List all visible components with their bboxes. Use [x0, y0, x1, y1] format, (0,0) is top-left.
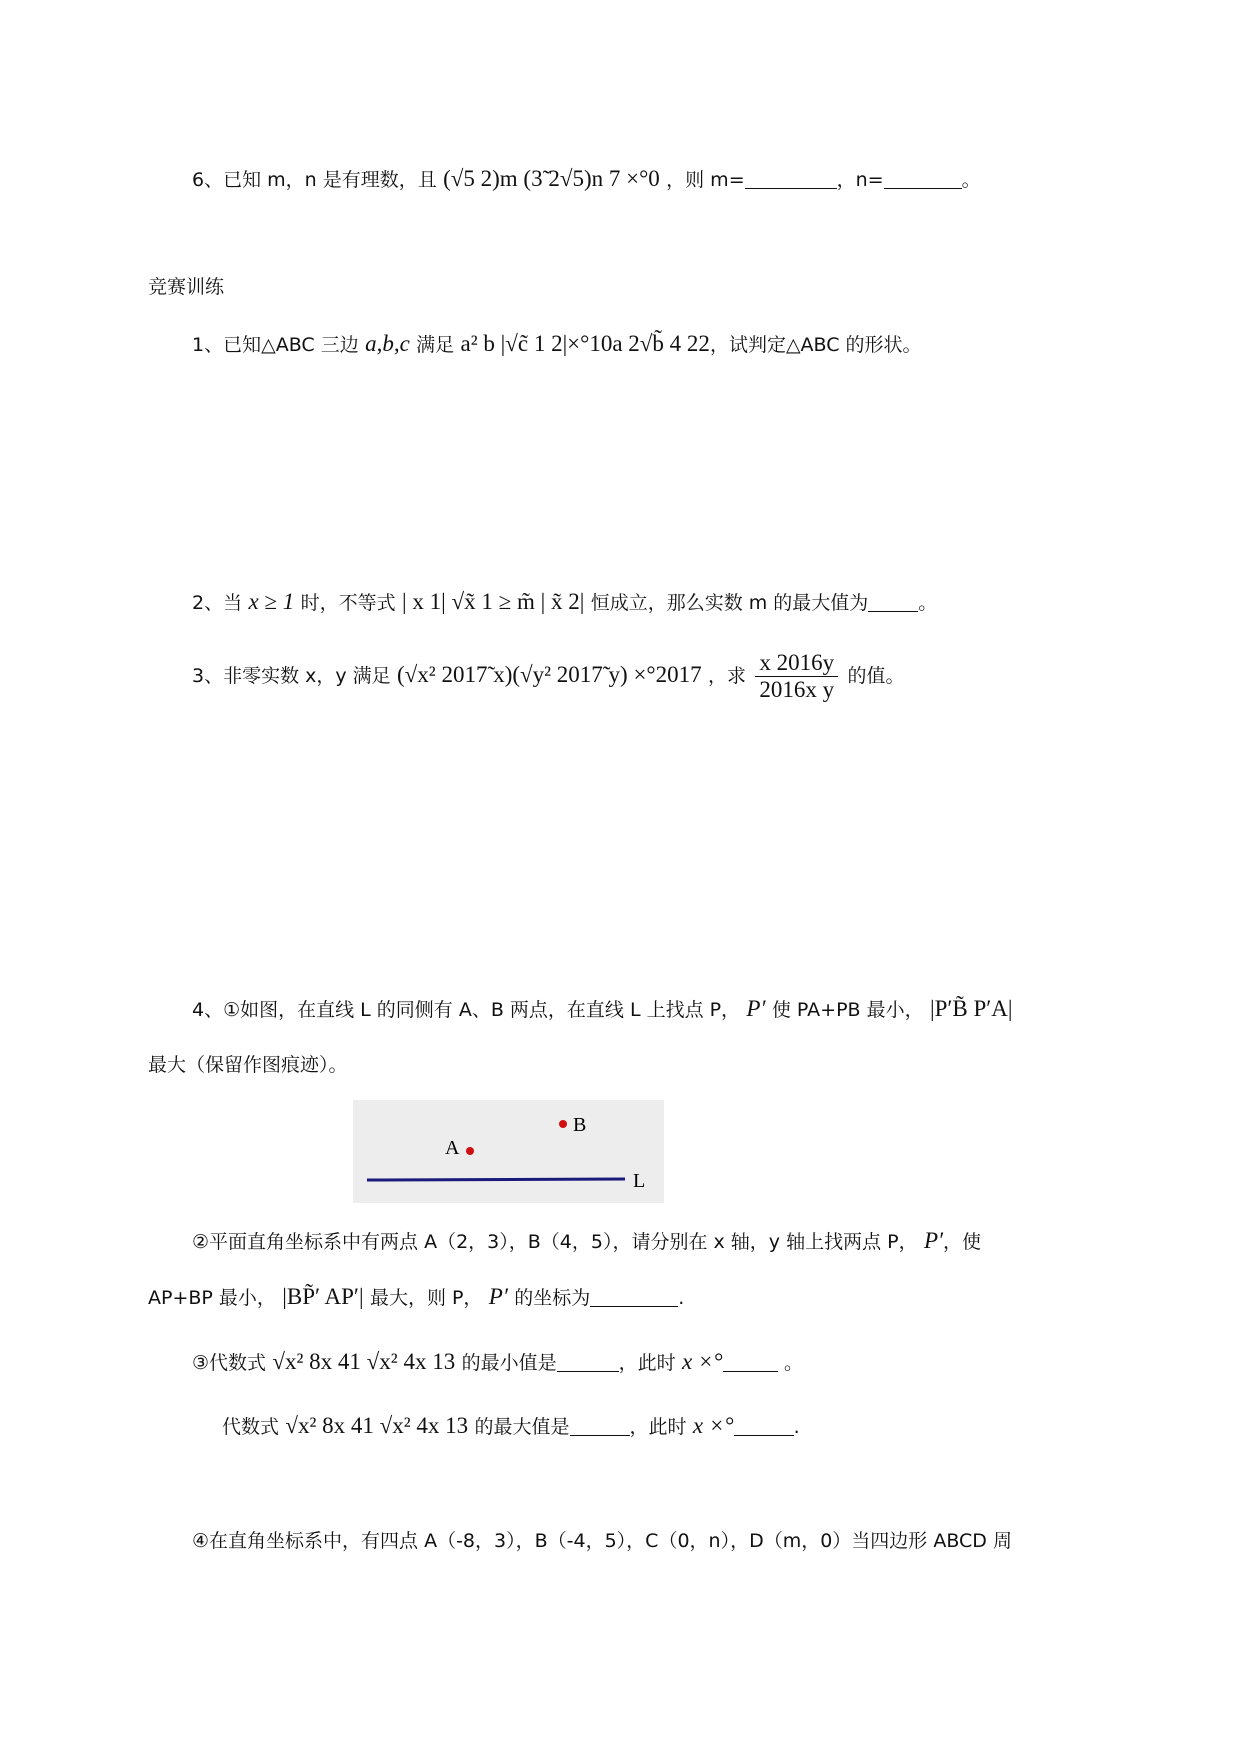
p3b-sep: ，此时	[629, 1416, 687, 1438]
part-2-line1	[192, 1227, 981, 1254]
c1-prefix: 1、已知△ABC 三边	[192, 334, 359, 356]
p3b-prefix: 代数式	[222, 1416, 280, 1438]
c1-suffix: ，试判定△ABC 的形状。	[709, 334, 922, 356]
p3-sep: ，此时	[618, 1352, 676, 1374]
c1-expression: a² b |√c̃ 1 2|×°10a 2√b̃ 4 22	[460, 331, 710, 356]
geometry-figure-svg	[353, 1100, 664, 1203]
problem-6-expression: (√5 2)m (3̃ 2√5)n 7 ×°0	[443, 166, 660, 191]
point-b	[559, 1120, 567, 1128]
c3-suffix: 的值。	[847, 665, 905, 687]
answer-blank-coordinates	[590, 1286, 678, 1307]
competition-problem-2	[192, 588, 937, 615]
label-l: L	[633, 1170, 646, 1192]
part-4-line1: ④在直角坐标系中，有四点 A（-8，3），B（-4，5），C（0，n），D（m，0）当四边形 ABCD 周	[192, 1530, 1012, 1552]
p3-mid: 的最小值是	[461, 1352, 557, 1374]
p3-end: 。	[784, 1352, 804, 1374]
problem-6-prefix: 6、已知 m，n 是有理数，且	[192, 169, 437, 191]
answer-blank-n	[884, 168, 962, 189]
c2-suffix: 恒成立，那么实数 m 的最大值为	[590, 592, 869, 614]
part-3-line1	[192, 1348, 803, 1375]
c4-line1-prefix: 4、①如图，在直线 L 的同侧有 A、B 两点，在直线 L 上找点 P，	[192, 999, 741, 1021]
c3-expression: (√x² 2017̃ x)(√y² 2017̃ y) ×°2017	[397, 662, 702, 687]
c3-mid: ，求	[707, 665, 746, 687]
c1-vars: a,b,c	[365, 331, 410, 356]
part-3-line2	[222, 1412, 800, 1439]
p2-line2-end: .	[678, 1287, 685, 1309]
p3b-expression: √x² 8x 41 √x² 4x 13	[285, 1413, 469, 1438]
competition-problem-3	[192, 650, 904, 703]
c3-fraction-numerator: x 2016y	[755, 650, 838, 677]
c3-prefix: 3、非零实数 x，y 满足	[192, 665, 391, 687]
point-a	[466, 1147, 474, 1155]
c4-line1-expression: |P′B̃ P′A|	[929, 996, 1013, 1021]
c2-condition: x ≥ 1	[248, 589, 295, 614]
p2-line2-pprime: P′	[488, 1284, 508, 1309]
geometry-figure	[353, 1100, 664, 1203]
p3b-x-equals: x ×°	[692, 1413, 734, 1438]
c4-line1-mid: 使 PA+PB 最小，	[771, 999, 924, 1021]
p3-prefix: ③代数式	[192, 1352, 267, 1374]
p2-line1-pprime: P′	[923, 1228, 944, 1253]
competition-problem-4-line2: 最大（保留作图痕迹）。	[148, 1054, 348, 1076]
competition-problem-1	[192, 330, 922, 357]
line-l	[367, 1179, 625, 1180]
c1-mid: 满足	[416, 334, 455, 356]
problem-6	[192, 165, 981, 192]
answer-blank-min-value	[557, 1351, 619, 1372]
c2-mid: 时，不等式	[300, 592, 396, 614]
p3-x-equals: x ×°	[681, 1349, 723, 1374]
label-a: A	[445, 1137, 460, 1159]
section-title: 竞赛训练	[148, 276, 225, 298]
problem-6-m-label: ，则 m=	[666, 169, 745, 191]
p2-line2-suffix: 的坐标为	[514, 1287, 591, 1309]
answer-blank-max-value	[570, 1415, 630, 1436]
answer-blank-m	[745, 168, 837, 189]
c2-end: 。	[918, 592, 938, 614]
competition-problem-4-line1	[192, 995, 1013, 1022]
p3-expression: √x² 8x 41 √x² 4x 13	[272, 1349, 456, 1374]
p2-line2-mid: 最大，则 P，	[369, 1287, 483, 1309]
problem-6-n-label: ，n=	[836, 169, 884, 191]
p2-line2-expression: |BP̃′ AP′|	[282, 1284, 364, 1309]
p2-line1-prefix: ②平面直角坐标系中有两点 A（2，3），B（4，5），请分别在 x 轴，y 轴上找两点 P，	[192, 1231, 918, 1253]
p3b-mid: 的最大值是	[474, 1416, 570, 1438]
answer-blank-max-m	[868, 591, 918, 612]
p3b-end: .	[793, 1416, 800, 1438]
answer-blank-x-max	[734, 1415, 794, 1436]
problem-6-end: 。	[961, 169, 981, 191]
part-2-line2	[148, 1283, 684, 1310]
c3-fraction	[755, 650, 838, 703]
p2-line2-prefix: AP+BP 最小，	[148, 1287, 276, 1309]
c2-expression: | x 1| √x̃ 1 ≥ m̃ | x̃ 2|	[402, 589, 585, 614]
answer-blank-x-min	[723, 1351, 778, 1372]
p2-line1-end: ，使	[943, 1231, 982, 1253]
c3-fraction-denominator: 2016x y	[759, 677, 835, 702]
label-b: B	[573, 1114, 587, 1136]
c2-prefix: 2、当	[192, 592, 243, 614]
c4-pprime: P′	[746, 996, 766, 1021]
